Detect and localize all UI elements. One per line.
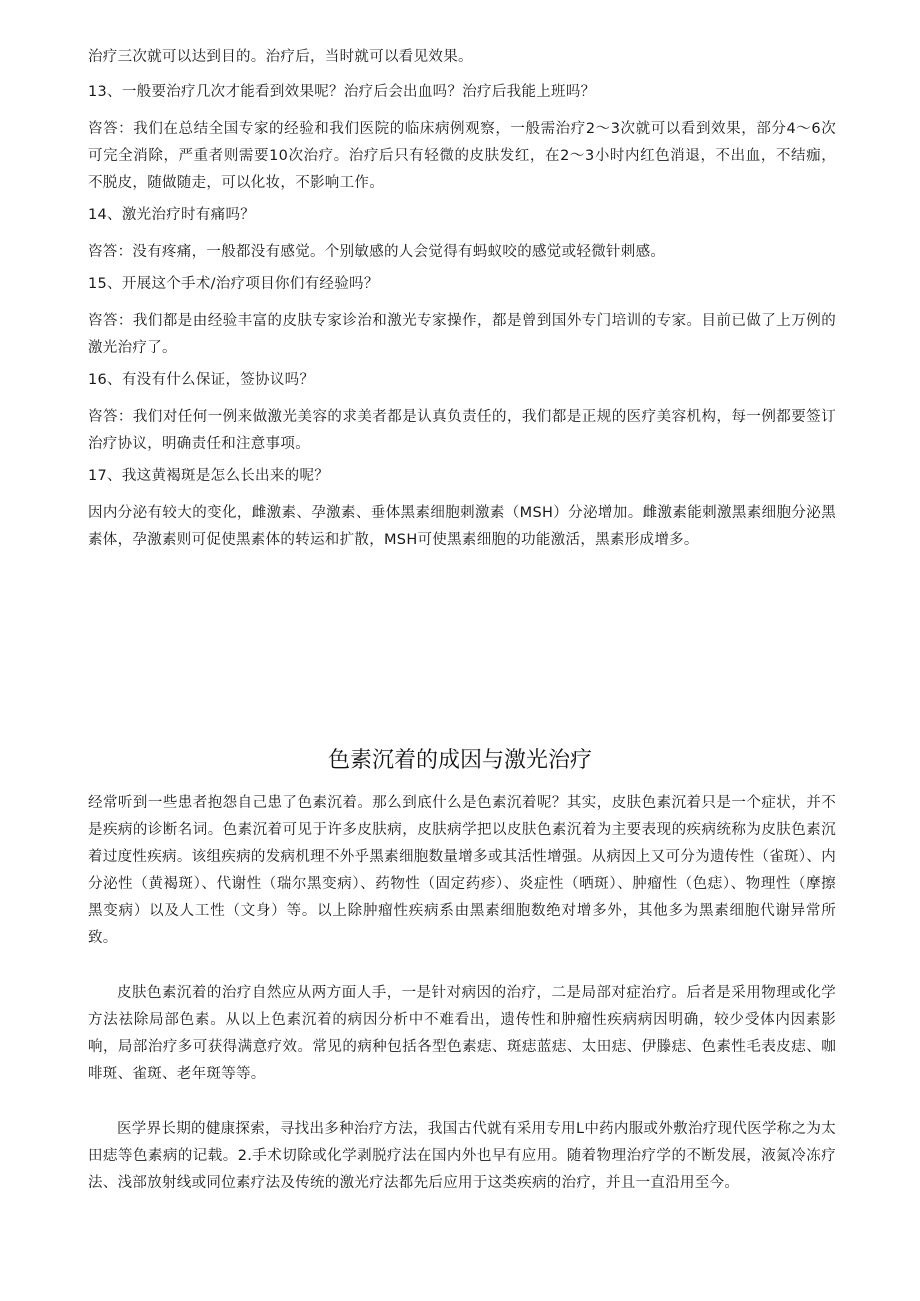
question-16: 16、有没有什么保证，签协议吗？ xyxy=(88,372,315,388)
question-14: 14、激光治疗时有痛吗？ xyxy=(88,207,256,223)
answer-14: 咨答：没有疼痛，一般都没有感觉。个别敏感的人会觉得有蚂蚁咬的感觉或轻微针刺感。 xyxy=(88,244,666,260)
qa-section xyxy=(88,44,836,554)
paragraph-continuation: 治疗三次就可以达到目的。治疗后，当时就可以看见效果。 xyxy=(88,49,473,65)
article-paragraph-1: 经常听到一些患者抱怨自己患了色素沉着。那么到底什么是色素沉着呢？其实，皮肤色素沉着只是一个症状，并不是疾病的诊断名词。色素沉着可见于许多皮肤病，皮肤病学把以皮肤色素沉着为主要表现的疾病统称为皮肤色素沉着过度性疾病。该组疾病的发病机理不外乎黑素细胞数量增多或其活性增强。从病因上又可分为遗传性（雀斑）、内分泌性（黄褐斑）、代谢性（瑞尔黑变病）、药物性（固定药疹）、炎症性（晒斑）、肿瘤性（色痣）、物理性（摩擦黑变病）以及人工性（文身）等。以上除肿瘤性疾病系由黑素细胞数绝对增多外，其他多为黑素细胞代谢异常所致。 xyxy=(88,795,836,946)
answer-16: 咨答：我们对任何一例来做激光美容的求美者都是认真负责任的，我们都是正规的医疗美容机构，每一例都要签订治疗协议，明确责任和注意事项。 xyxy=(88,409,836,452)
answer-15: 咨答：我们都是由经验丰富的皮肤专家诊治和激光专家操作，都是曾到国外专门培训的专家。目前已做了上万例的激光治疗了。 xyxy=(88,313,836,356)
answer-13: 咨答：我们在总结全国专家的经验和我们医院的临床病例观察，一般需治疗2～3次就可以看到效果，部分4～6次可完全消除，严重者则需要10次治疗。治疗后只有轻微的皮肤发红，在2～3小时内红色消退，不出血，不结痂，不脱皮，随做随走，可以化妆，不影响工作。 xyxy=(88,121,836,191)
question-13: 13、一般要治疗几次才能看到效果呢？治疗后会出血吗？治疗后我能上班吗？ xyxy=(88,84,596,100)
article-paragraph-2: 皮肤色素沉着的治疗自然应从两方面人手，一是针对病因的治疗，二是局部对症治疗。后者是采用物理或化学方法祛除局部色素。从以上色素沉着的病因分析中不难看出，遗传性和肿瘤性疾病病因明确，较少受体内因素影响，局部治疗多可获得满意疗效。常见的病种包括各型色素痣、斑痣蓝痣、太田痣、伊滕痣、色素性毛表皮痣、咖啡斑、雀斑、老年斑等等。 xyxy=(88,985,836,1082)
question-17: 17、我这黄褐斑是怎么长出来的呢？ xyxy=(88,468,330,484)
answer-17: 因内分泌有较大的变化，雌激素、孕激素、垂体黑素细胞刺激素（MSH）分泌增加。雌激素能刺激黑素细胞分泌黑素体，孕激素则可促使黑素体的转运和扩散，MSH可使黑素细胞的功能激活，黑素形成增多。 xyxy=(88,505,836,548)
article-body xyxy=(88,790,836,1197)
section-title: 色素沉着的成因与激光治疗 xyxy=(327,748,592,773)
article-paragraph-3: 医学界长期的健康探索，寻找出多种治疗方法，我国古代就有采用专用L中药内服或外敷治疗现代医学称之为太田痣等色素病的记载。2.手术切除或化学剥脱疗法在国内外也早有应用。随着物理治疗学的不断发展，液氮冷冻疗法、浅部放射线或同位素疗法及传统的激光疗法都先后应用于这类疾病的治疗，并且一直沿用至今。 xyxy=(88,1121,836,1191)
question-15: 15、开展这个手术/治疗项目你们有经验吗？ xyxy=(88,276,379,292)
